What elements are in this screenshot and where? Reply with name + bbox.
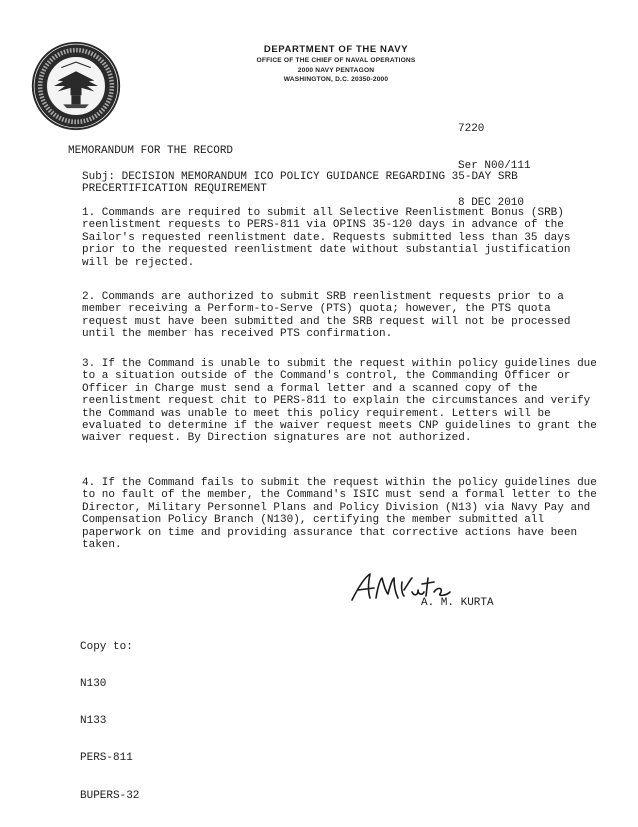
letterhead-office: OFFICE OF THE CHIEF OF NAVAL OPERATIONS bbox=[256, 57, 416, 64]
ssic-code: 7220 bbox=[458, 122, 485, 135]
paragraph-3: 3. If the Command is unable to submit the request within policy guidelines due to a situation outside of the Command's control, the Commanding Officer or Officer in Charge must send a formal letter and a scanned copy of the reenlistment request chit to PERS-811 to explain the circumstances and verify the Command was unable to meet this policy requirement. Letters will be evaluated to determine if the waiver request meets CNP guidelines to grant the waiver request. By Direction signatures are not authorized. bbox=[82, 358, 597, 445]
letterhead-address-line-1: 2000 NAVY PENTAGON bbox=[297, 66, 375, 74]
letterhead-address-line-2: WASHINGTON, D.C. 20350-2000 bbox=[283, 76, 389, 83]
paragraph-1: 1. Commands are required to submit all Selective Reenlistment Bonus (SRB) reenlistment requests to PERS-811 via OPINS 35-120 days in advance of the Sailor's requested reenlistment date. Requests submitted less than 35 days prior to the requested reenlistment date without substantial justification will be rejected. bbox=[82, 207, 571, 269]
copy-recipient: N130 bbox=[80, 678, 107, 691]
department-of-defense-seal bbox=[30, 40, 122, 132]
copy-to-label: Copy to: bbox=[80, 640, 133, 653]
copy-recipient: N133 bbox=[80, 715, 107, 728]
letterhead bbox=[186, 44, 486, 85]
memo-date: 8 DEC 2010 bbox=[458, 197, 525, 210]
subject-line: Subj: DECISION MEMORANDUM ICO POLICY GUIDANCE REGARDING 35-DAY SRB PRECERTIFICATION REQUIREMENT bbox=[82, 171, 518, 196]
signatory-name: A. M. KURTA bbox=[421, 597, 494, 609]
copy-recipient: BUPERS-32 bbox=[80, 789, 140, 802]
letterhead-department: DEPARTMENT OF THE NAVY bbox=[263, 44, 409, 55]
copy-to-block bbox=[80, 616, 139, 827]
copy-recipient: PERS-811 bbox=[80, 752, 133, 765]
paragraph-2: 2. Commands are authorized to submit SRB reenlistment requests prior to a member receiving a Perform-to-Serve (PTS) quota; however, the PTS quota request must have been submitted and the SRB request will not be processed until the member has received PTS confirmation. bbox=[82, 291, 571, 341]
memo-addressee: MEMORANDUM FOR THE RECORD bbox=[68, 145, 234, 157]
serial-number: Ser N00/111 bbox=[458, 160, 531, 173]
paragraph-4: 4. If the Command fails to submit the request within the policy guidelines due to no fault of the member, the Command's ISIC must send a formal letter to the Director, Military Personnel Plans and Policy Division (N13) via Navy Pay and Compensation Policy Branch (N130), certifying the member submitted all paperwork on time and providing assurance that corrective actions have been taken. bbox=[82, 477, 597, 552]
